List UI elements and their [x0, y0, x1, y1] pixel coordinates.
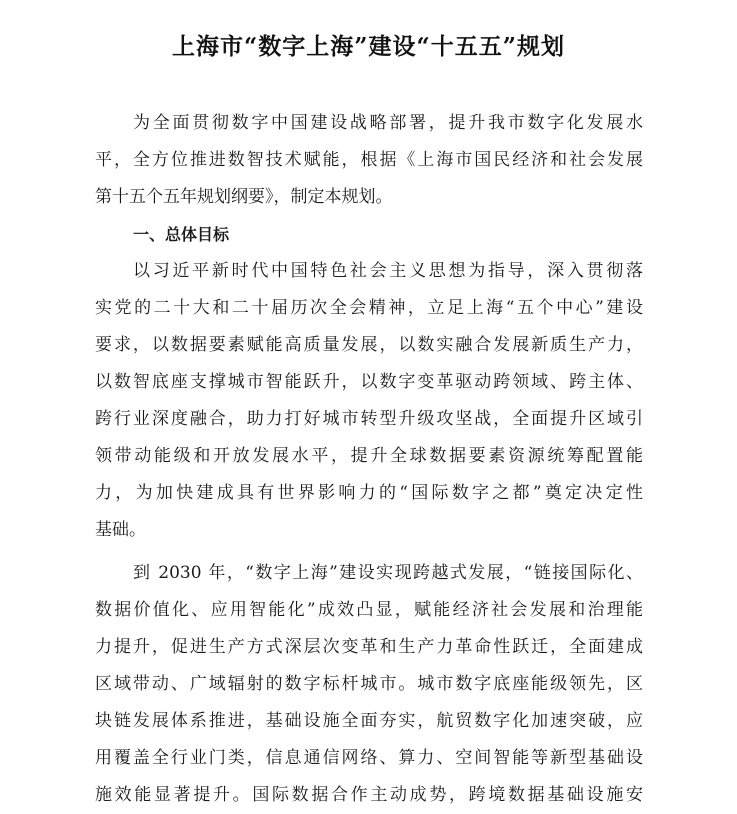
- paragraph-line: 跨行业深度融合，助力打好城市转型升级攻坚战，全面提升区域引: [95, 409, 643, 429]
- paragraph-line: 力提升，促进生产方式深层次变革和生产力革命性跃迁，全面建成: [95, 637, 643, 657]
- paragraph-line: 到 2030 年，“数字上海”建设实现跨越式发展，“链接国际化、: [133, 563, 643, 583]
- paragraph-line: 力，为加快建成具有世界影响力的“国际数字之都”奠定决定性: [95, 483, 643, 503]
- paragraph-line: 以习近平新时代中国特色社会主义思想为指导，深入贯彻落: [133, 261, 643, 281]
- paragraph-line: 区域带动、广域辐射的数字标杆城市。城市数字底座能级领先，区: [95, 674, 643, 694]
- paragraph-line: 施效能显著提升。国际数据合作主动成势，跨境数据基础设施安: [95, 785, 643, 805]
- paragraph-line: 以数智底座支撑城市智能跃升，以数字变革驱动跨领域、跨主体、: [95, 372, 643, 392]
- paragraph-line: 基础。: [95, 520, 146, 540]
- preamble-line: 第十五个五年规划纲要》，制定本规划。: [95, 187, 393, 207]
- document-body: [95, 105, 643, 814]
- preamble-line: 为全面贯彻数字中国建设战略部署，提升我市数字化发展水: [133, 113, 643, 133]
- paragraph-line: 要求，以数据要素赋能高质量发展，以数实融合发展新质生产力，: [95, 335, 643, 355]
- document-title: 上海市“数字上海”建设“十五五”规划: [172, 33, 565, 60]
- preamble-line: 平，全方位推进数智技术赋能，根据《上海市国民经济和社会发展: [95, 150, 643, 170]
- paragraph-line: 实党的二十大和二十届历次全会精神，立足上海“五个中心”建设: [95, 298, 643, 318]
- paragraph-line: 数据价值化、应用智能化”成效凸显，赋能经济社会发展和治理能: [95, 600, 643, 620]
- paragraph-line: 领带动能级和开放发展水平，提升全球数据要素资源统筹配置能: [95, 446, 643, 466]
- paragraph-line: 块链发展体系推进，基础设施全面夯实，航贸数字化加速突破，应: [95, 711, 643, 731]
- paragraph-line: 用覆盖全行业门类，信息通信网络、算力、空间智能等新型基础设: [95, 748, 643, 768]
- section-heading: 一、总体目标: [133, 225, 230, 244]
